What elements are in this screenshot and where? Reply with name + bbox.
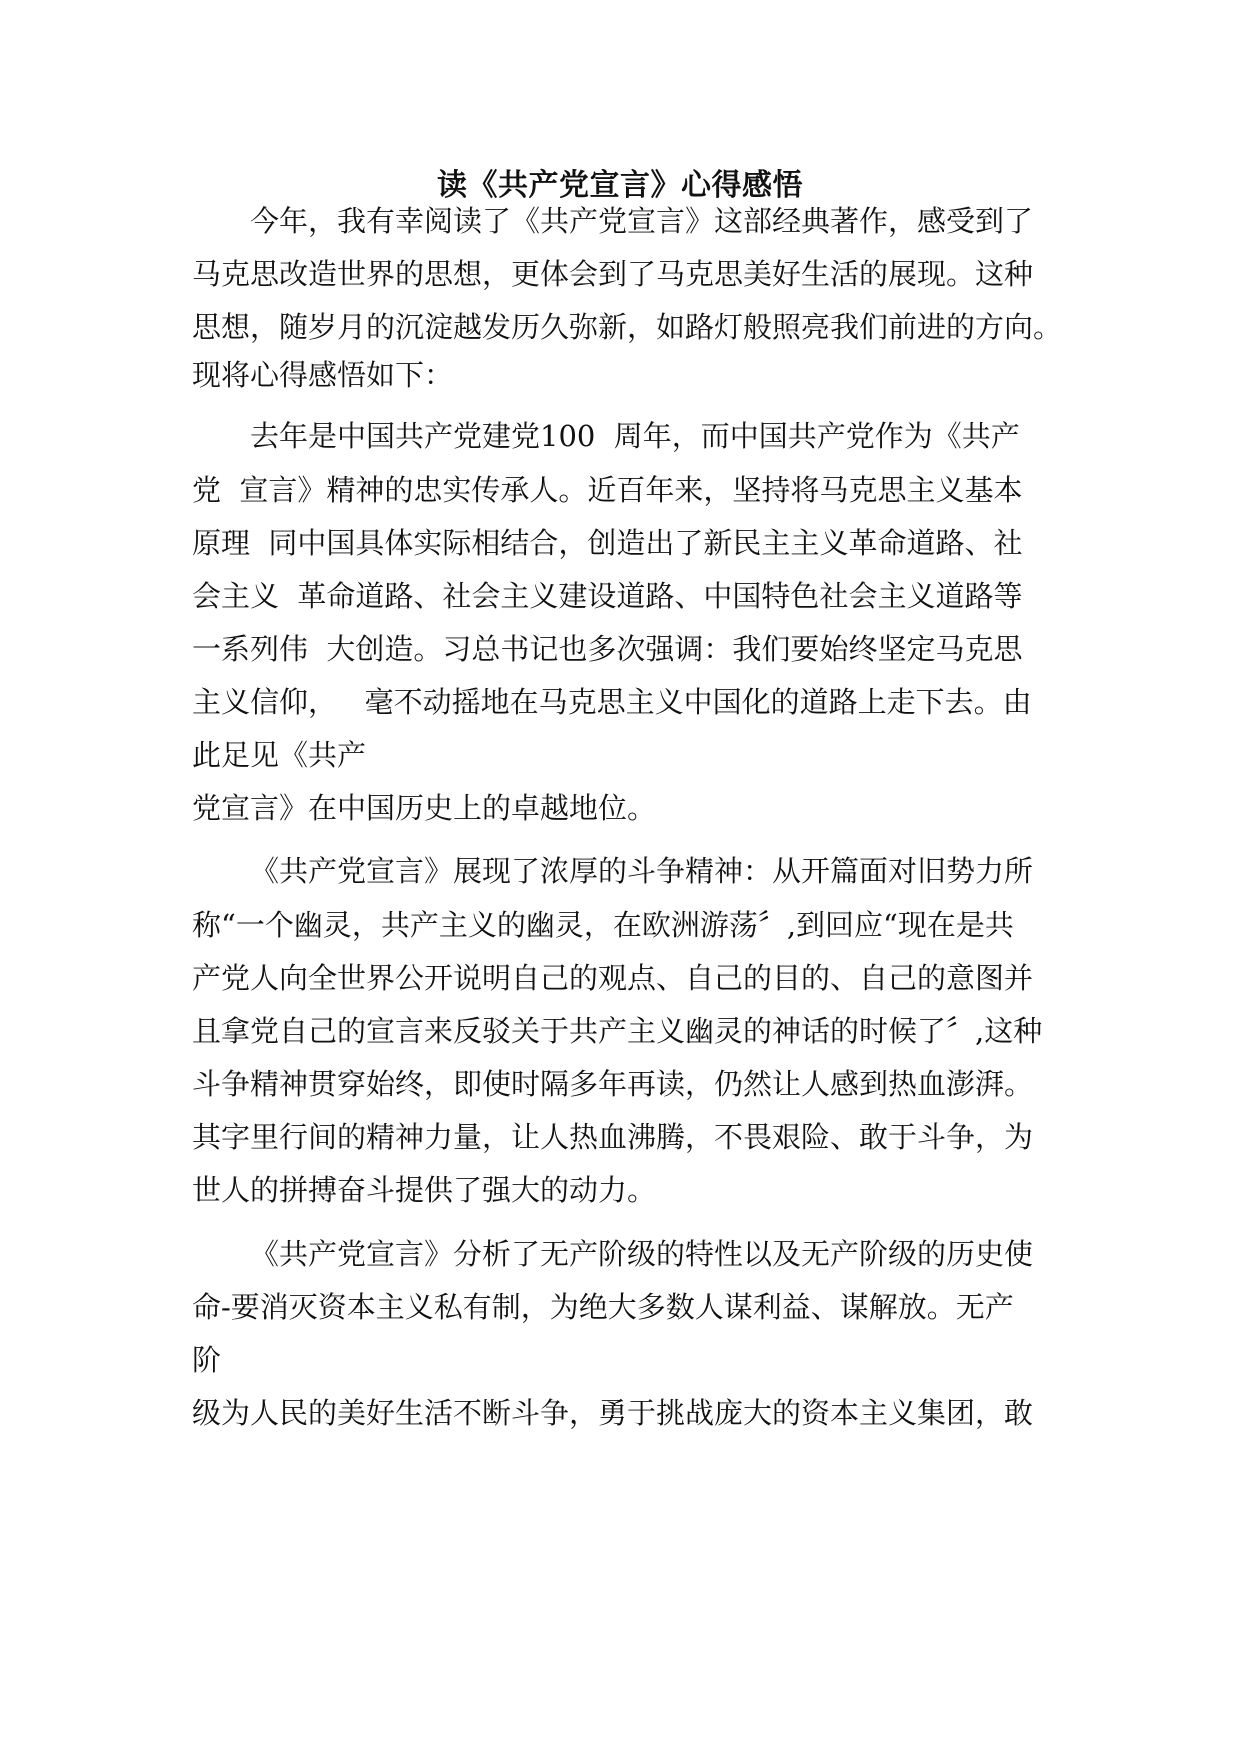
paragraph-1-line-1: 今年，我有幸阅读了《共产党宣言》这部经典著作，感受到了 bbox=[250, 204, 1034, 238]
paragraph-2-line-3: 原理 同中国具体实际相结合，创造出了新民主主义革命道路、社 bbox=[192, 526, 1023, 560]
paragraph-2-line-7: 此足见《共产 bbox=[192, 738, 367, 772]
paragraph-4-line-3: 阶 bbox=[192, 1343, 222, 1377]
paragraph-2-line-5: 一系列伟 大创造。习总书记也多次强调：我们要始终坚定马克思 bbox=[192, 632, 1023, 666]
paragraph-3-line-1: 《共产党宣言》展现了浓厚的斗争精神：从开篇面对旧势力所 bbox=[250, 854, 1034, 888]
paragraph-2-line-6: 主义信仰， 毫不动摇地在马克思主义中国化的道路上走下去。由 bbox=[192, 685, 1032, 719]
paragraph-3-line-2: 称“一个幽灵，共产主义的幽灵，在欧洲游荡〞,到回应“现在是共 bbox=[192, 908, 1014, 942]
paragraph-4-line-1: 《共产党宣言》分析了无产阶级的特性以及无产阶级的历史使 bbox=[250, 1237, 1034, 1271]
paragraph-3-line-4: 且拿党自己的宣言来反驳关于共产主义幽灵的神话的时候了〞,这种 bbox=[192, 1014, 1043, 1048]
document-title: 读《共产党宣言》心得感悟 bbox=[437, 168, 803, 203]
paragraph-4-line-4: 级为人民的美好生活不断斗争，勇于挑战庞大的资本主义集团，敢 bbox=[192, 1396, 1034, 1430]
paragraph-1-line-3: 思想，随岁月的沉淀越发历久弥新，如路灯般照亮我们前进的方向。 bbox=[192, 310, 1063, 344]
paragraph-2-line-4: 会主义 革命道路、社会主义建设道路、中国特色社会主义道路等 bbox=[192, 579, 1023, 613]
paragraph-2-line-2: 党 宣言》精神的忠实传承人。近百年来，坚持将马克思主义基本 bbox=[192, 473, 1023, 507]
paragraph-4-line-2: 命-要消灭资本主义私有制，为绝大多数人谋利益、谋解放。无产 bbox=[192, 1290, 1014, 1324]
paragraph-2-line-8: 党宣言》在中国历史上的卓越地位。 bbox=[192, 791, 657, 825]
paragraph-3-line-3: 产党人向全世界公开说明自己的观点、自己的目的、自己的意图并 bbox=[192, 961, 1034, 995]
paragraph-2-line-1: 去年是中国共产党建党100 周年，而中国共产党作为《共产 bbox=[250, 419, 1020, 453]
paragraph-1-line-4: 现将心得感悟如下： bbox=[192, 358, 454, 392]
paragraph-1-line-2: 马克思改造世界的思想，更体会到了马克思美好生活的展现。这种 bbox=[192, 257, 1034, 291]
paragraph-3-line-7: 世人的拼搏奋斗提供了强大的动力。 bbox=[192, 1173, 657, 1207]
paragraph-3-line-5: 斗争精神贯穿始终，即使时隔多年再读，仍然让人感到热血澎湃。 bbox=[192, 1067, 1034, 1101]
paragraph-3-line-6: 其字里行间的精神力量，让人热血沸腾，不畏艰险、敢于斗争，为 bbox=[192, 1120, 1034, 1154]
